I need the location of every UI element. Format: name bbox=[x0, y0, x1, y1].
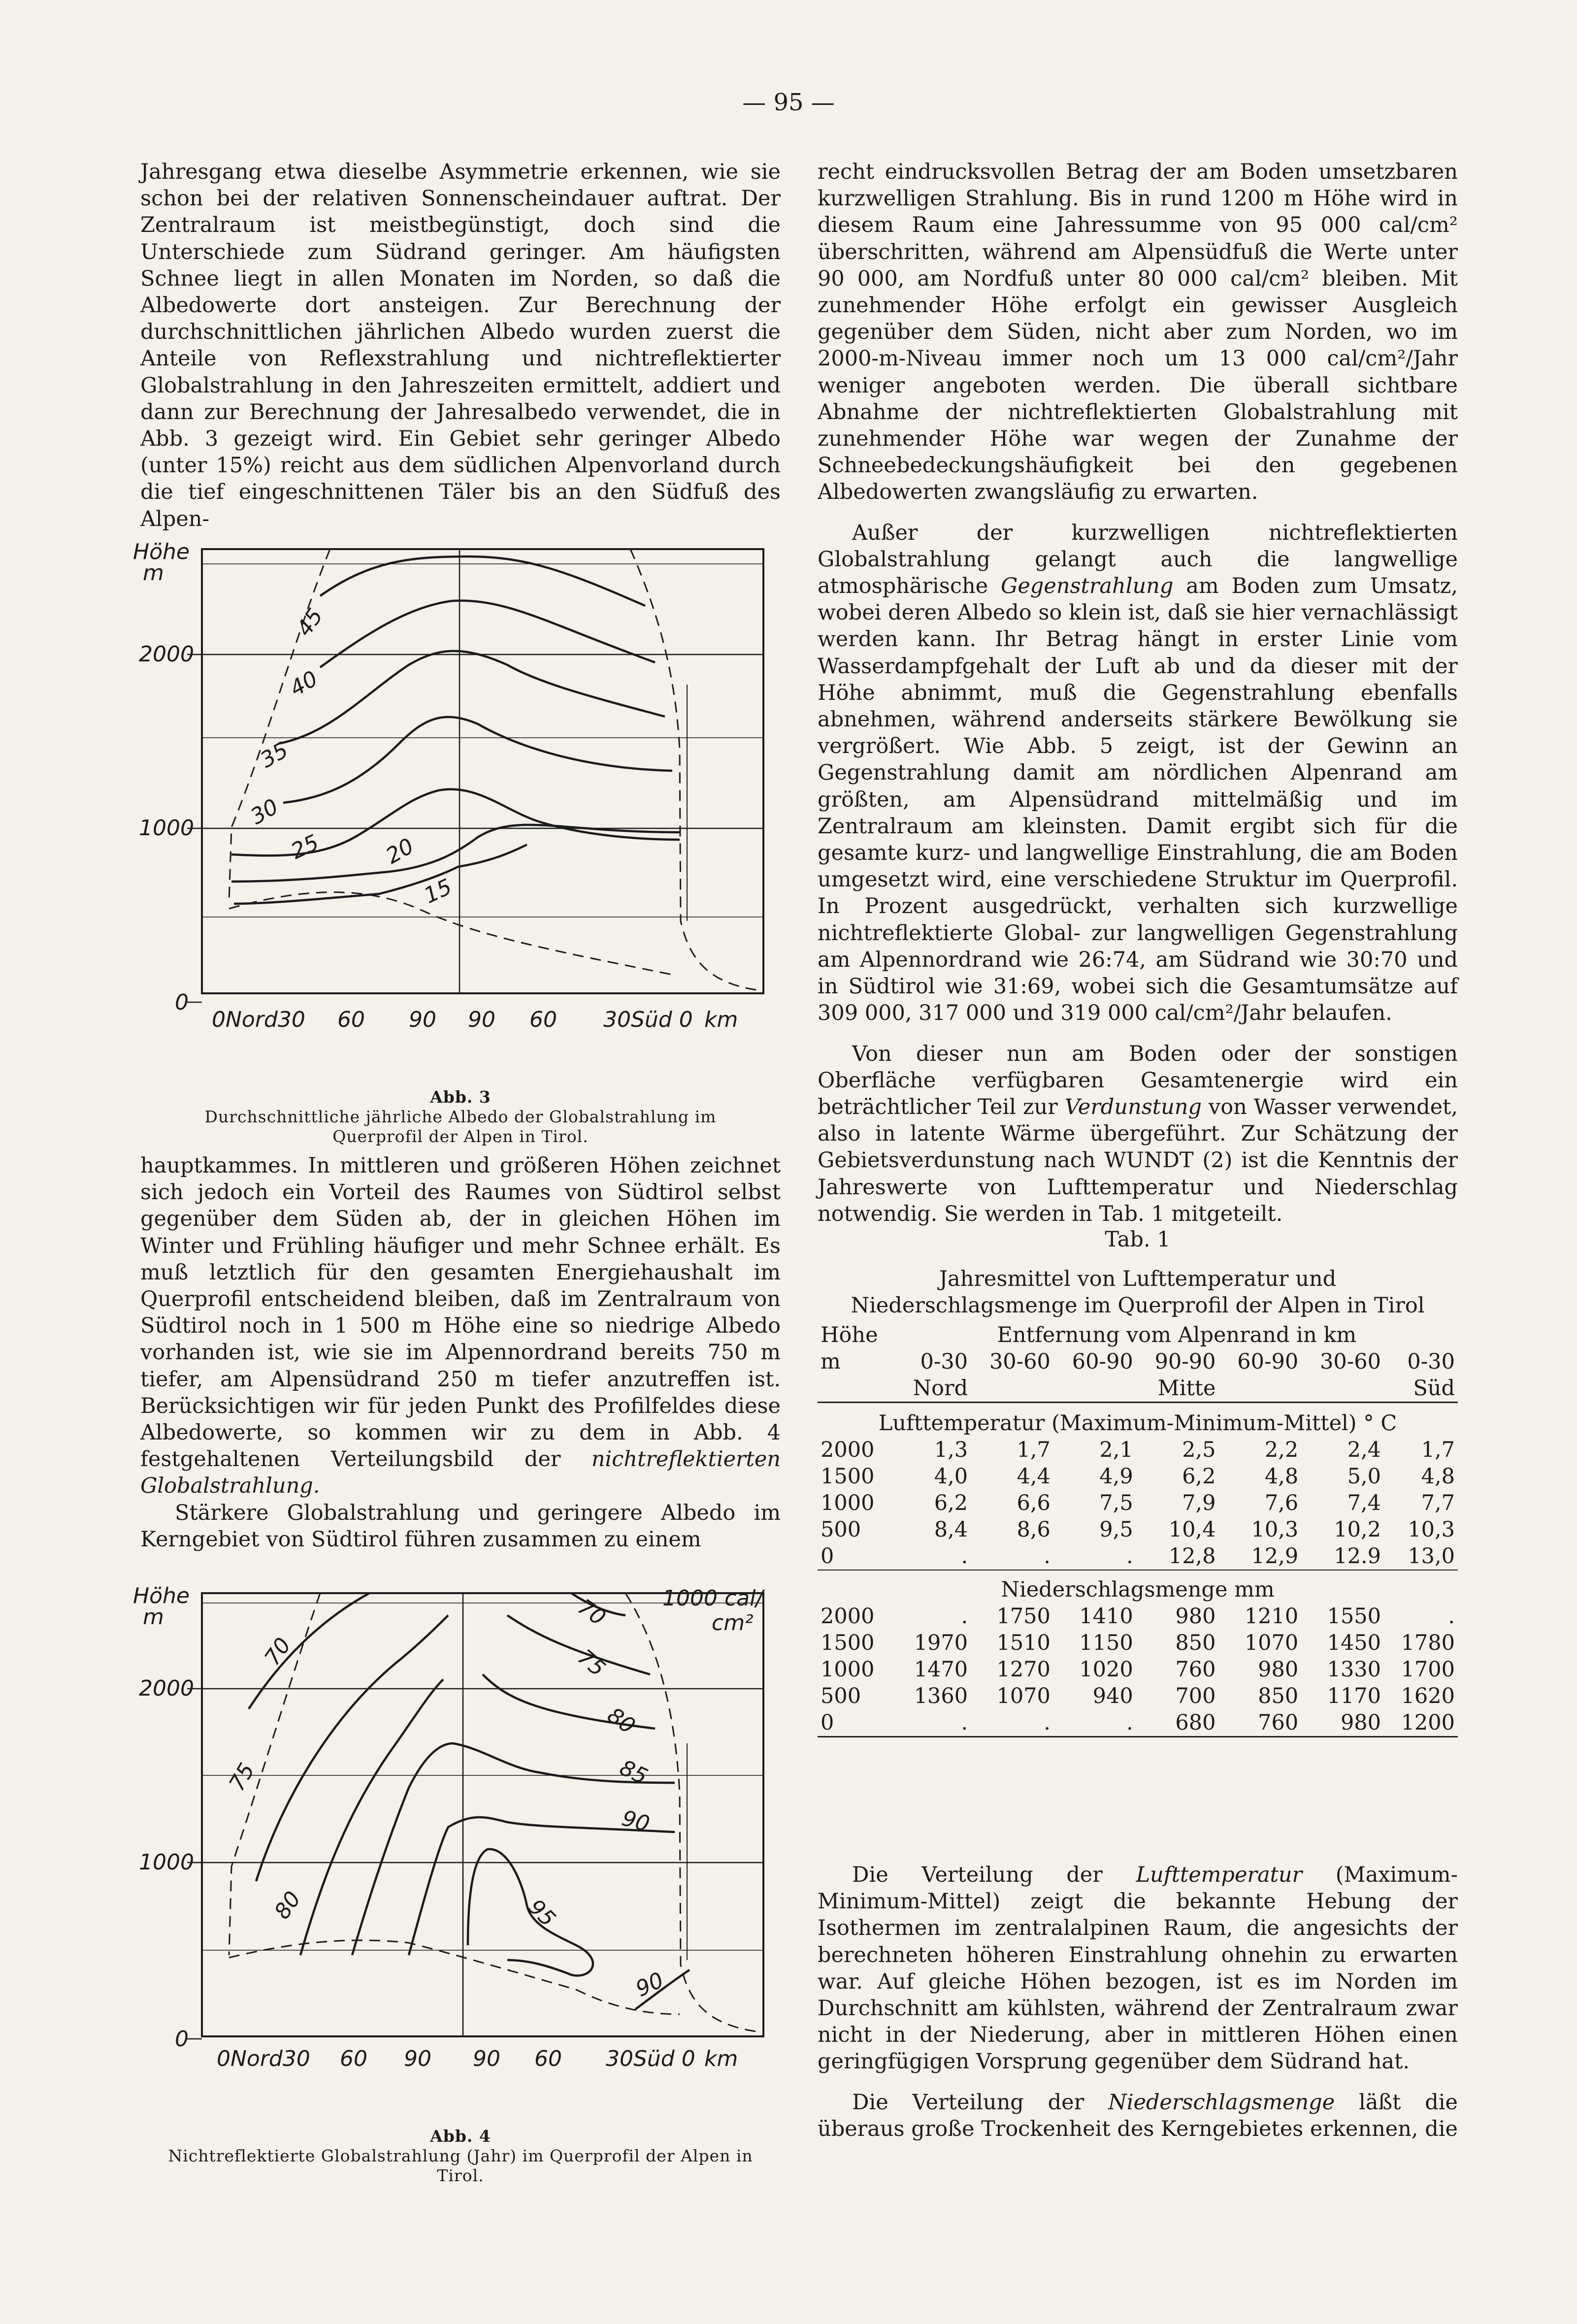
isoline-label-40: 40 bbox=[286, 666, 322, 702]
table-row bbox=[818, 1463, 1458, 1490]
left-column-bottom-text bbox=[140, 1152, 781, 1553]
emphasis: Verdunstung bbox=[1064, 1094, 1202, 1119]
emphasis: nichtreflektierten Globalstrahlung. bbox=[140, 1447, 781, 1499]
isoline-30 bbox=[283, 717, 672, 803]
x-tick-km: km bbox=[704, 1007, 738, 1032]
table-cell: 980 bbox=[1340, 1710, 1381, 1735]
table-cell: 760 bbox=[1175, 1657, 1216, 1682]
table-cell: . bbox=[1044, 1544, 1051, 1569]
table-cell: 2,2 bbox=[1264, 1438, 1299, 1462]
figure-4-label: Abb. 4 bbox=[430, 2127, 491, 2146]
table-title: Tab. 1 bbox=[1105, 1227, 1171, 1252]
table-cell: 1700 bbox=[1401, 1657, 1455, 1682]
table-row bbox=[818, 1603, 1458, 1630]
table-cell: 1410 bbox=[1079, 1604, 1133, 1629]
paragraph: recht eindrucksvollen Betrag der am Boden umsetzbaren kurzwelligen Strahlung. Bis in rund 1200 m Höhe wird in diesem Raum eine Jahressumme von 95 000 cal/cm² überschritten, während am Alpensüdfuß die Werte unter 90 000, am Nordfuß unter 80 000 cal/cm² bleiben. Mit zunehmender Höhe erfolgt ein gewisser Ausgleich gegenüber dem Süden, nicht aber zum Norden, wo im 2000-m-Niveau immer noch um 13 000 cal/cm²/Jahr weniger angeboten werden. Die überall sichtbare Abnahme der nichtreflektierten Globalstrahlung mit zunehmender Höhe war wegen der Zunahme der Schneebedeckungshäufigkeit bei den gegebenen Albedowerten zwangsläufig zu erwarten. bbox=[818, 160, 1458, 505]
paragraph: Stärkere Globalstrahlung und geringere Albedo im Kerngebiet von Südtirol führen zusammen zu einem bbox=[140, 1500, 781, 1552]
table-cell: 12.9 bbox=[1334, 1544, 1381, 1569]
paragraph-text: Die Verteilung der bbox=[852, 1863, 1136, 1887]
isoline-label-85: 85 bbox=[616, 1755, 652, 1790]
col-sub-nord: Nord bbox=[913, 1376, 968, 1401]
table-cell: 500 bbox=[821, 1684, 861, 1708]
table-cell: 0 bbox=[821, 1544, 834, 1569]
col-range: 0-30 bbox=[920, 1349, 968, 1374]
col-range: 0-30 bbox=[1407, 1349, 1455, 1374]
table-cell: 8,6 bbox=[1017, 1517, 1051, 1542]
x-tick-nord: 0Nord30 bbox=[212, 1007, 305, 1032]
table-cell: . bbox=[1044, 1710, 1051, 1735]
table-cell: 1500 bbox=[821, 1464, 875, 1489]
emphasis: Gegenstrahlung bbox=[1001, 574, 1174, 599]
y-axis-unit: m bbox=[143, 560, 164, 586]
header-m: m bbox=[821, 1349, 841, 1374]
page-number: — 95 — bbox=[742, 89, 835, 116]
paragraph-text: hauptkammes. In mittleren und größeren Höhen zeichnet sich jedoch ein Vorteil des Raumes von Südtirol selbst gegenüber dem Süden ab, der in gleichen Höhen im Winter und Frühling häufiger und mehr Schnee erhält. Es muß letztlich für den gesamten Energiehaushalt im Querprofil entscheidend bleiben, daß im Zentralraum von Südtirol noch in 1 500 m Höhe eine so niedrige Albedo vorhanden ist, wie sie im Alpennordrand bereits 750 m tiefer, am Alpensüdrand 250 m tiefer anzutreffen ist. Berücksichtigen wir für jeden Punkt des Profilfeldes diese Albedowerte, so kommen wir zu dem in Abb. 4 festgehaltenen Verteilungsbild der bbox=[140, 1153, 781, 1472]
table-cell: 980 bbox=[1258, 1657, 1299, 1682]
paragraph bbox=[818, 1041, 1458, 1227]
unit-label-cm: cm² bbox=[712, 1610, 754, 1636]
isoline-label-20: 20 bbox=[382, 833, 418, 869]
table-cell: 10,3 bbox=[1251, 1517, 1299, 1542]
isoline-80a bbox=[300, 1679, 443, 1955]
section-header-temp bbox=[818, 1406, 1458, 1437]
table-cell: 1750 bbox=[996, 1604, 1051, 1629]
table-caption: Jahresmittel von Lufttemperatur und Niederschlagsmenge im Querprofil der Alpen in Tirol bbox=[851, 1267, 1425, 1318]
emphasis: Lufttemperatur bbox=[1136, 1863, 1303, 1887]
x-tick-km: km bbox=[704, 2046, 738, 2071]
col-sub-sued: Süd bbox=[1413, 1376, 1455, 1401]
table-cell: 1500 bbox=[821, 1631, 875, 1655]
figure-4-caption bbox=[133, 2127, 788, 2186]
y-tick-0: 0 bbox=[175, 2027, 189, 2052]
table-cell: . bbox=[961, 1544, 968, 1569]
table-cell: 1470 bbox=[914, 1657, 968, 1682]
figure-3-caption-text: Durchschnittliche jährliche Albedo der Globalstrahlung im Querprofil der Alpen in Tirol. bbox=[204, 1107, 717, 1146]
data-table bbox=[818, 1322, 1458, 1740]
isoline-label-30: 30 bbox=[246, 794, 283, 830]
x-tick-90b: 90 bbox=[468, 1007, 495, 1032]
table-row bbox=[818, 1490, 1458, 1516]
table-cell: 1210 bbox=[1244, 1604, 1299, 1629]
table-cell: 1170 bbox=[1327, 1684, 1381, 1708]
y-tick-0: 0 bbox=[175, 990, 189, 1015]
table-cell: 2000 bbox=[821, 1438, 875, 1462]
albedo-isoline-diagram bbox=[133, 537, 788, 1054]
x-tick-sued: 30Süd 0 bbox=[606, 2046, 695, 2071]
ground-profile-dashed bbox=[229, 1940, 680, 2014]
table-header-row bbox=[818, 1322, 1458, 1348]
table-cell: 2,4 bbox=[1347, 1438, 1381, 1462]
table-cell: 680 bbox=[1175, 1710, 1216, 1735]
table-cell: 1,7 bbox=[1017, 1438, 1051, 1462]
table-cell: . bbox=[1126, 1710, 1133, 1735]
global-radiation-isoline-diagram bbox=[133, 1581, 788, 2098]
figure-3 bbox=[133, 537, 788, 1146]
figure-3-caption bbox=[133, 1087, 788, 1146]
paragraph-text: Die Verteilung der bbox=[852, 2090, 1109, 2115]
isoline-label-45: 45 bbox=[292, 604, 329, 641]
table-row bbox=[818, 1683, 1458, 1709]
right-column-top-text bbox=[818, 159, 1458, 1227]
isoline-label-80a: 80 bbox=[269, 1887, 306, 1924]
table-cell: 2,1 bbox=[1099, 1438, 1133, 1462]
table-cell: 1970 bbox=[914, 1631, 968, 1655]
paragraph bbox=[140, 1152, 781, 1500]
table-cell: 1510 bbox=[996, 1631, 1051, 1655]
table-header-row bbox=[818, 1348, 1458, 1375]
table-cell: 1,7 bbox=[1421, 1438, 1455, 1462]
x-tick-60: 60 bbox=[337, 1007, 365, 1032]
table-cell: . bbox=[961, 1710, 968, 1735]
section-title: Niederschlagsmenge mm bbox=[1001, 1577, 1275, 1602]
table-cell: 760 bbox=[1258, 1710, 1299, 1735]
table-1 bbox=[818, 1226, 1458, 1740]
col-range: 60-90 bbox=[1072, 1349, 1133, 1374]
x-tick-sued: 30Süd 0 bbox=[603, 1007, 693, 1032]
table-cell: 4,0 bbox=[934, 1464, 968, 1489]
table-cell: 8,4 bbox=[934, 1517, 968, 1542]
header-hoehe: Höhe bbox=[821, 1323, 878, 1347]
y-tick-1000: 1000 bbox=[139, 1850, 194, 1875]
isoline-label-25: 25 bbox=[287, 830, 323, 864]
table-cell: 1,3 bbox=[934, 1438, 968, 1462]
table-row bbox=[818, 1516, 1458, 1543]
table-cell: 1620 bbox=[1401, 1684, 1455, 1708]
left-column-top-text bbox=[140, 159, 781, 532]
table-cell: 4,8 bbox=[1421, 1464, 1455, 1489]
table-cell: 1330 bbox=[1327, 1657, 1381, 1682]
figure-4-caption-text: Nichtreflektierte Globalstrahlung (Jahr) im Querprofil der Alpen in Tirol. bbox=[168, 2146, 753, 2185]
y-axis-label: Höhe bbox=[133, 539, 190, 564]
right-column-bottom-text bbox=[818, 1862, 1458, 2142]
header-entfernung: Entfernung vom Alpenrand in km bbox=[997, 1323, 1357, 1347]
paragraph-text: Außer der kurzwelligen nichtreflektierten Globalstrahlung gelangt auch die langwellige atmosphärische bbox=[818, 520, 1458, 599]
table-cell: 1450 bbox=[1327, 1631, 1381, 1655]
table-cell: 10,4 bbox=[1168, 1517, 1216, 1542]
table-cell: 6,6 bbox=[1017, 1491, 1051, 1515]
x-tick-60b: 60 bbox=[534, 2046, 562, 2071]
table-cell: 7,6 bbox=[1264, 1491, 1299, 1515]
x-tick-90a: 90 bbox=[409, 1007, 436, 1032]
y-tick-2000: 2000 bbox=[139, 642, 194, 667]
isoline-label-90a: 90 bbox=[619, 1805, 653, 1837]
figure-4 bbox=[133, 1581, 788, 2186]
table-cell: 9,5 bbox=[1099, 1517, 1133, 1542]
y-tick-1000: 1000 bbox=[139, 816, 194, 841]
table-cell: 7,4 bbox=[1347, 1491, 1381, 1515]
table-cell: 6,2 bbox=[934, 1491, 968, 1515]
x-tick-60b: 60 bbox=[529, 1007, 557, 1032]
table-cell: 940 bbox=[1092, 1684, 1133, 1708]
table-row bbox=[818, 1709, 1458, 1737]
table-cell: 0 bbox=[821, 1710, 834, 1735]
paragraph-text: (Maximum-Minimum-Mittel) zeigt die bekannte Hebung der Isothermen im zentralalpinen Raum, die angesichts der berechneten höheren Einstrahlung ohnehin zu erwarten war. Auf gleiche Höhen bezogen, ist es im Norden im Durchschnitt am kühlsten, während der Zentralraum zwar nicht in der Niederung, aber in mittleren Höhen einen geringfügigen Vorsprung gegenüber dem Südrand hat. bbox=[818, 1863, 1458, 2074]
y-axis-unit: m bbox=[143, 1604, 164, 1630]
col-range: 30-60 bbox=[989, 1349, 1051, 1374]
col-range: 90-90 bbox=[1154, 1349, 1216, 1374]
table-cell: . bbox=[1126, 1544, 1133, 1569]
col-range: 60-90 bbox=[1237, 1349, 1299, 1374]
x-tick-90a: 90 bbox=[404, 2046, 431, 2071]
table-cell: 1270 bbox=[996, 1657, 1051, 1682]
paragraph-text: von Wasser verwendet, also in latente Wärme übergeführt. Zur Schätzung der Gebietsverdunstung nach WUNDT (2) ist die Kenntnis der Jahreswerte von Lufttemperatur und Niederschlag notwendig. Sie werden in Tab. 1 mitgeteilt. bbox=[818, 1094, 1458, 1226]
table-cell: 1550 bbox=[1327, 1604, 1381, 1629]
table-cell: 1070 bbox=[996, 1684, 1051, 1708]
table-cell: 10,2 bbox=[1334, 1517, 1381, 1542]
paragraph: Jahresgang etwa dieselbe Asymmetrie erkennen, wie sie schon bei der relativen Sonnenscheindauer auftrat. Der Zentralraum ist meistbegünstigt, doch sind die Unterschiede zum Südrand geringer. Am häufigsten Schnee liegt in allen Monaten im Norden, so daß die Albedowerte dort ansteigen. Zur Berechnung der durchschnittlichen jährlichen Albedo wurden zuerst die Anteile von Reflexstrahlung und nichtreflektierter Globalstrahlung in den Jahreszeiten ermittelt, addiert und dann zur Berechnung der Jahresalbedo verwendet, die in Abb. 3 gezeigt wird. Ein Gebiet sehr geringer Albedo (unter 15%) reicht aus dem südlichen Alpenvorland durch die tief eingeschnittenen Täler bis an den Südfuß des Alpen- bbox=[140, 160, 781, 531]
x-tick-60: 60 bbox=[340, 2046, 367, 2071]
unit-label: 1000 cal/ bbox=[662, 1586, 763, 1611]
figure-3-label: Abb. 3 bbox=[430, 1087, 491, 1107]
table-cell: 1070 bbox=[1244, 1631, 1299, 1655]
isoline-label-15: 15 bbox=[420, 874, 456, 909]
table-cell: 1150 bbox=[1079, 1631, 1133, 1655]
paragraph bbox=[818, 1862, 1458, 2075]
table-row bbox=[818, 1630, 1458, 1656]
isoline-label-70a: 70 bbox=[260, 1633, 296, 1670]
table-cell: 2000 bbox=[821, 1604, 875, 1629]
ground-profile-dashed bbox=[229, 892, 675, 975]
table-cell: 10,3 bbox=[1408, 1517, 1455, 1542]
table-cell: 850 bbox=[1258, 1684, 1299, 1708]
y-axis-label: Höhe bbox=[133, 1583, 190, 1608]
emphasis: Niederschlagsmenge bbox=[1108, 2090, 1335, 2115]
table-cell: 1000 bbox=[821, 1657, 875, 1682]
table-cell: 12,8 bbox=[1168, 1544, 1216, 1569]
isoline-label-90b: 90 bbox=[632, 1967, 668, 2002]
section-header-precip bbox=[818, 1572, 1458, 1603]
table-cell: 7,5 bbox=[1099, 1491, 1133, 1515]
table-cell: 12,9 bbox=[1251, 1544, 1299, 1569]
table-cell: 1780 bbox=[1401, 1631, 1455, 1655]
table-cell: 1000 bbox=[821, 1491, 875, 1515]
paragraph-text: Von dieser nun am Boden oder der sonstigen Oberfläche verfügbaren Gesamtenergie wird ein beträchtlicher Teil zur bbox=[818, 1041, 1458, 1119]
isoline-label-95: 95 bbox=[523, 1894, 560, 1932]
x-tick-90b: 90 bbox=[473, 2046, 500, 2071]
table-cell: 7,9 bbox=[1182, 1491, 1216, 1515]
table-row bbox=[818, 1656, 1458, 1683]
isoline-label-70b: 70 bbox=[573, 1594, 610, 1631]
isoline-35 bbox=[278, 651, 665, 744]
table-cell: 1020 bbox=[1079, 1657, 1133, 1682]
table-cell: . bbox=[1448, 1604, 1455, 1629]
plot-frame bbox=[202, 549, 763, 993]
table-cell: 1360 bbox=[914, 1684, 968, 1708]
table-cell: 500 bbox=[821, 1517, 861, 1542]
table-cell: 4,9 bbox=[1099, 1464, 1133, 1489]
col-sub-mitte: Mitte bbox=[1157, 1376, 1216, 1401]
paragraph-text: läßt die überaus große Trockenheit des Kerngebietes erkennen, die bbox=[818, 2090, 1458, 2141]
table-cell: 2,5 bbox=[1182, 1438, 1216, 1462]
section-title: Lufttemperatur (Maximum-Minimum-Mittel) ° C bbox=[878, 1411, 1397, 1436]
col-range: 30-60 bbox=[1320, 1349, 1381, 1374]
isoline-label-75a: 75 bbox=[224, 1759, 260, 1796]
x-tick-nord: 0Nord30 bbox=[217, 2046, 310, 2071]
paragraph bbox=[818, 2089, 1458, 2142]
isoline-label-80b: 80 bbox=[602, 1702, 640, 1739]
table-cell: 1200 bbox=[1401, 1710, 1455, 1735]
table-cell: 5,0 bbox=[1347, 1464, 1381, 1489]
table-row bbox=[818, 1437, 1458, 1463]
isoline-90a bbox=[409, 1817, 675, 1955]
table-row bbox=[818, 1543, 1458, 1570]
paragraph bbox=[818, 520, 1458, 1027]
table-cell: 850 bbox=[1175, 1631, 1216, 1655]
table-cell: 700 bbox=[1175, 1684, 1216, 1708]
table-cell: 13,0 bbox=[1408, 1544, 1455, 1569]
table-header-row bbox=[818, 1375, 1458, 1403]
table-cell: 4,8 bbox=[1264, 1464, 1299, 1489]
table-cell: 4,4 bbox=[1017, 1464, 1051, 1489]
isoline-label-75b: 75 bbox=[572, 1644, 610, 1682]
paragraph-text: am Boden zum Umsatz, wobei deren Albedo so klein ist, daß sie hier vernachlässigt werden kann. Ihr Betrag hängt in erster Linie vom Wasserdampfgehalt der Luft ab und da dieser mit der Höhe abnimmt, muß die Gegenstrahlung ebenfalls abnehmen, während anderseits stärkere Bewölkung sie vergrößert. Wie Abb. 5 zeigt, ist der Gewinn an Gegenstrahlung damit am nördlichen Alpenrand am größten, am Alpensüdrand mittelmäßig und im Zentralraum am kleinsten. Damit ergibt sich für die gesamte kurz- und langwellige Einstrahlung, die am Boden umgesetzt wird, eine verschiedene Struktur im Querprofil. In Prozent ausgedrückt, verhalten sich kurzwellige nichtreflektierte Global- zur langwelligen Gegenstrahlung am Alpennordrand wie 26:74, am Südrand wie 30:70 und in Südtirol wie 31:69, wobei sich die Gesamtumsätze auf 309 000, 317 000 und 319 000 cal/cm²/Jahr belaufen. bbox=[818, 574, 1458, 1026]
isoline-label-35: 35 bbox=[256, 737, 293, 773]
table-cell: 980 bbox=[1175, 1604, 1216, 1629]
y-tick-2000: 2000 bbox=[139, 1676, 194, 1701]
isoline-15 bbox=[234, 845, 527, 904]
table-cell: 6,2 bbox=[1182, 1464, 1216, 1489]
table-cell: . bbox=[961, 1604, 968, 1629]
table-cell: 7,7 bbox=[1421, 1491, 1455, 1515]
